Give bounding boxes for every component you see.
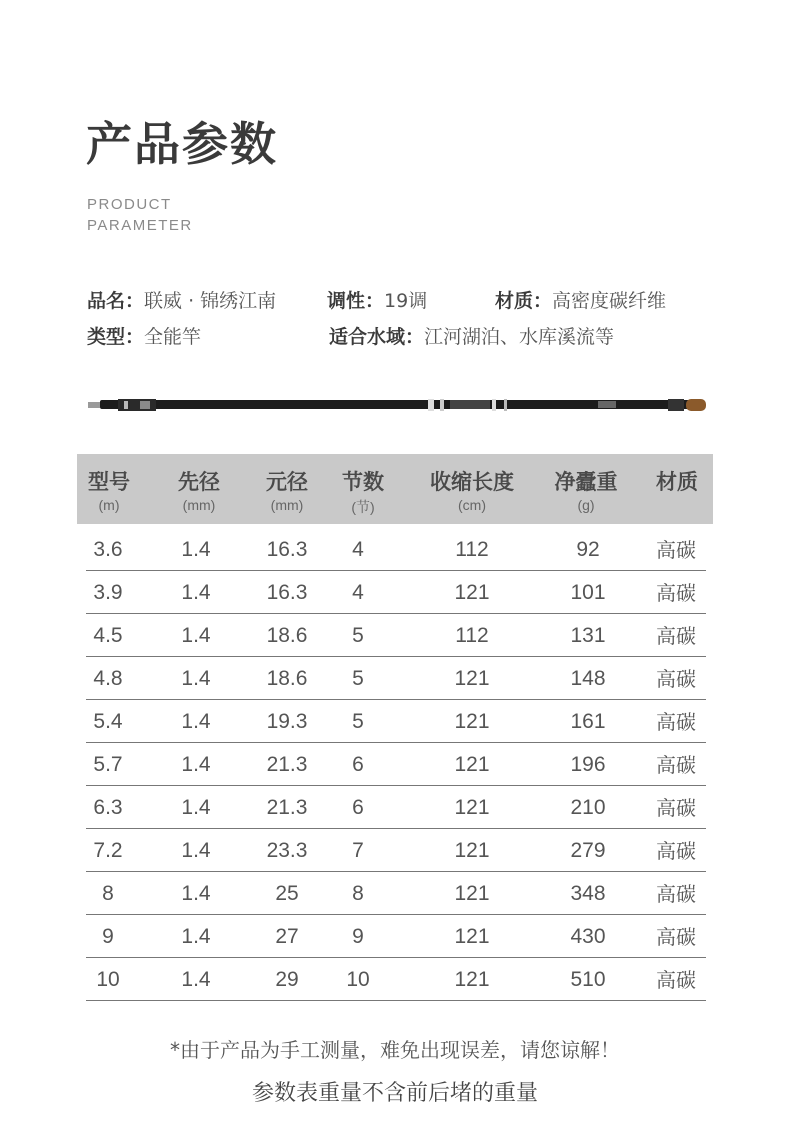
cell-tip-diameter: 1.4 [181,968,211,991]
column-header-label: 净蠹重 [554,470,618,494]
cell-butt-diameter: 27 [275,925,299,948]
column-header-sections [333,454,393,517]
cell-material: 高碳 [656,796,696,820]
cell-net-weight: 430 [570,925,606,948]
cell-sections: 9 [352,925,364,948]
page-title: 产品参数 [86,117,278,171]
column-header-butt-diameter [257,454,317,513]
cell-butt-diameter: 21.3 [266,796,308,819]
table-row [86,872,706,915]
spec-name-value: 联威 · 锦绣江南 [144,290,277,312]
weight-note: 参数表重量不含前后堵的重量 [251,1081,538,1106]
table-row [86,700,706,743]
cell-retracted-length: 121 [454,667,490,690]
cell-net-weight: 196 [570,753,606,776]
cell-retracted-length: 112 [455,538,489,561]
column-header-model [87,454,131,513]
column-header-unit: (mm) [270,497,304,513]
cell-net-weight: 101 [570,581,606,604]
cell-tip-diameter: 1.4 [181,581,211,604]
column-header-label: 收缩长度 [430,470,514,494]
cell-retracted-length: 121 [454,968,490,991]
spec-material-label: 材质 [495,290,534,312]
table-header [77,454,713,524]
column-header-label: 先径 [178,470,220,494]
cell-material: 高碳 [656,968,696,992]
table-body [86,528,706,1001]
cell-butt-diameter: 18.6 [266,624,308,647]
cell-material: 高碳 [656,667,696,691]
cell-sections: 6 [352,753,364,776]
cell-net-weight: 92 [576,538,600,561]
cell-butt-diameter: 16.3 [266,538,308,561]
column-header-unit: (cm) [458,497,486,513]
spec-material: 材质：高密度碳纤维 [495,290,667,312]
cell-material: 高碳 [656,925,696,949]
cell-net-weight: 161 [570,710,606,733]
table-row [86,743,706,786]
column-header-material [651,454,703,497]
cell-sections: 4 [352,581,364,604]
cell-tip-diameter: 1.4 [181,796,211,819]
column-header-retracted-length [420,454,524,513]
cell-tip-diameter: 1.4 [181,925,211,948]
spec-type: 类型：全能竿 [87,326,202,348]
cell-model: 7.2 [93,839,123,862]
column-header-tip-diameter [169,454,229,513]
spec-type-value: 全能竿 [144,326,202,348]
cell-material: 高碳 [656,753,696,777]
cell-model: 4.8 [93,667,123,690]
cell-sections: 5 [352,710,364,733]
fishing-rod-image [88,396,706,414]
table-row [86,915,706,958]
cell-net-weight: 510 [570,968,606,991]
cell-model: 9 [102,925,114,948]
cell-butt-diameter: 29 [275,968,299,991]
column-header-label: 材质 [656,470,698,494]
spec-name: 品名：联威 · 锦绣江南 [87,290,277,312]
cell-material: 高碳 [656,710,696,734]
measurement-disclaimer: *由于产品为手工测量，难免出现误差，请您谅解！ [170,1038,620,1062]
cell-butt-diameter: 25 [275,882,299,905]
cell-model: 5.4 [93,710,123,733]
column-header-label: 型号 [88,470,130,494]
spec-material-value: 高密度碳纤维 [552,290,667,312]
table-row [86,786,706,829]
cell-net-weight: 131 [570,624,606,647]
column-header-unit: (mm) [182,497,216,513]
spec-type-label: 类型 [87,326,126,348]
cell-model: 3.9 [93,581,123,604]
cell-net-weight: 279 [570,839,606,862]
cell-model: 4.5 [93,624,123,647]
cell-model: 6.3 [93,796,123,819]
table-row [86,571,706,614]
cell-model: 5.7 [93,753,123,776]
cell-material: 高碳 [656,581,696,605]
cell-material: 高碳 [656,538,696,562]
cell-sections: 5 [352,624,364,647]
cell-tip-diameter: 1.4 [181,882,211,905]
cell-material: 高碳 [656,624,696,648]
cell-net-weight: 148 [570,667,606,690]
spec-water-value: 江河湖泊、水库溪流等 [424,326,615,348]
cell-butt-diameter: 23.3 [266,839,308,862]
table-row [86,829,706,872]
cell-retracted-length: 121 [454,581,490,604]
cell-tip-diameter: 1.4 [181,710,211,733]
spec-name-label: 品名 [87,290,126,312]
spec-action-value: 19调 [384,290,428,312]
spec-action: 调性：19调 [327,290,428,312]
cell-model: 8 [102,882,114,905]
column-header-unit: (g) [577,497,595,513]
cell-retracted-length: 112 [455,624,489,647]
cell-model: 10 [96,968,120,991]
cell-tip-diameter: 1.4 [181,538,211,561]
column-header-net-weight [533,454,639,513]
cell-retracted-length: 121 [454,839,490,862]
cell-retracted-length: 121 [454,753,490,776]
cell-sections: 5 [352,667,364,690]
column-header-label: 节数 [342,470,384,494]
cell-retracted-length: 121 [454,882,490,905]
spec-action-label: 调性 [327,290,366,312]
cell-retracted-length: 121 [454,796,490,819]
cell-butt-diameter: 16.3 [266,581,308,604]
spec-water-label: 适合水域 [329,326,406,348]
table-row [86,958,706,1001]
cell-retracted-length: 121 [454,710,490,733]
cell-sections: 6 [352,796,364,819]
cell-sections: 10 [346,968,370,991]
cell-butt-diameter: 19.3 [266,710,308,733]
table-row [86,657,706,700]
table-row [86,614,706,657]
subtitle-line-1: PRODUCT [87,196,172,213]
column-header-unit: (节) [351,499,375,515]
cell-tip-diameter: 1.4 [181,753,211,776]
cell-sections: 4 [352,538,364,561]
cell-tip-diameter: 1.4 [181,839,211,862]
cell-butt-diameter: 21.3 [266,753,308,776]
table-row [86,528,706,571]
cell-sections: 7 [352,839,364,862]
cell-material: 高碳 [656,839,696,863]
cell-tip-diameter: 1.4 [181,624,211,647]
cell-net-weight: 348 [570,882,606,905]
cell-net-weight: 210 [570,796,606,819]
cell-sections: 8 [352,882,364,905]
column-header-label: 元径 [266,470,308,494]
subtitle-line-2: PARAMETER [87,217,193,234]
column-header-unit: (m) [98,497,120,513]
cell-butt-diameter: 18.6 [266,667,308,690]
cell-tip-diameter: 1.4 [181,667,211,690]
cell-model: 3.6 [93,538,123,561]
spec-water: 适合水域：江河湖泊、水库溪流等 [329,326,615,348]
page-subtitle [87,194,193,236]
cell-retracted-length: 121 [454,925,490,948]
cell-material: 高碳 [656,882,696,906]
